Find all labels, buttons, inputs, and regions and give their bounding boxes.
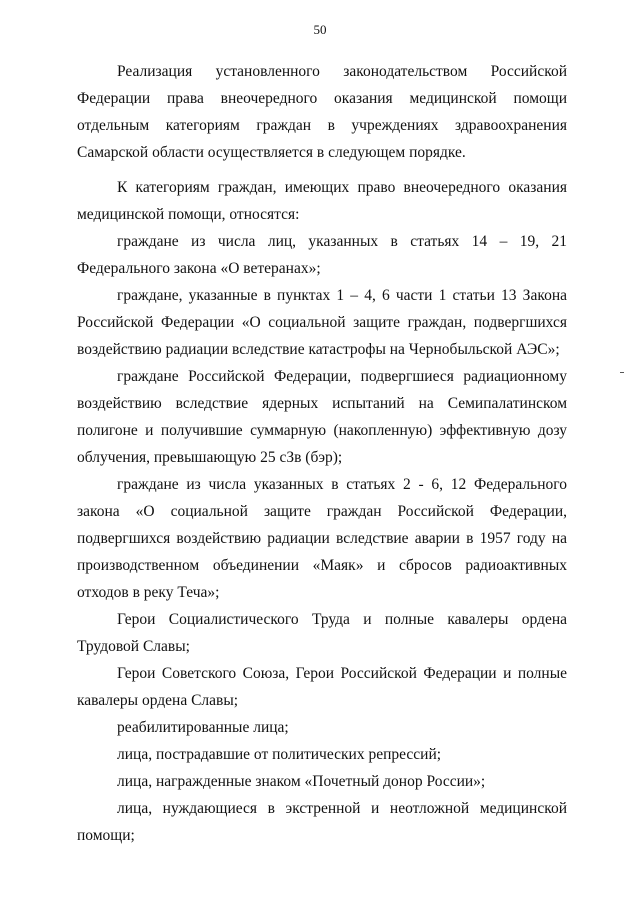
list-item-chernobyl: граждане, указанные в пунктах 1 – 4, 6 части 1 статьи 13 Закона Российской Федерации «О социальной защите граждан, подвергшихся воздействию радиации вследствие катастрофы на Чернобыльской АЭС»;	[77, 287, 567, 358]
document-body	[77, 58, 567, 849]
list-item-mayak: граждане из числа указанных в статьях 2 - 6, 12 Федерального закона «О социальной защите граждан Российской Федерации, подвергшихся воздействию радиации вследствие аварии в 1957 году на производственном объединении «Маяк» и сбросов радиоактивных отходов в реку Теча»;	[77, 476, 567, 601]
paragraph-categories-heading: К категориям граждан, имеющих право внеочередного оказания медицинской помощи, относятся:	[77, 179, 567, 223]
page-number: 50	[313, 22, 327, 37]
list-item-emergency-care: лица, нуждающиеся в экстренной и неотложной медицинской помощи;	[77, 800, 567, 844]
list-item-heroes-labor: Герои Социалистического Труда и полные кавалеры ордена Трудовой Славы;	[77, 611, 567, 655]
list-item-heroes-soviet-union: Герои Советского Союза, Герои Российской Федерации и полные кавалеры ордена Славы;	[77, 665, 567, 709]
list-item-honorary-donor: лица, награжденные знаком «Почетный донор России»;	[117, 773, 486, 790]
list-item-semipalatinsk: граждане Российской Федерации, подвергшиеся радиационному воздействию вследствие ядерных испытаний на Семипалатинском полигоне и получившие суммарную (накопленную) эффективную дозу облучения, превышающую 25 сЗв (бэр);	[77, 368, 567, 466]
list-item-veterans: граждане из числа лиц, указанных в статьях 14 – 19, 21 Федерального закона «О ветеранах»;	[77, 233, 567, 277]
scan-edge-mark	[620, 372, 624, 373]
list-item-rehabilitated: реабилитированные лица;	[117, 719, 289, 736]
list-item-political-repression: лица, пострадавшие от политических репрессий;	[117, 746, 442, 763]
paragraph-intro: Реализация установленного законодательством Российской Федерации права внеочередного оказания медицинской помощи отдельным категориям граждан в учреждениях здравоохранения Самарской области осуществляется в следующем порядке.	[77, 63, 567, 161]
